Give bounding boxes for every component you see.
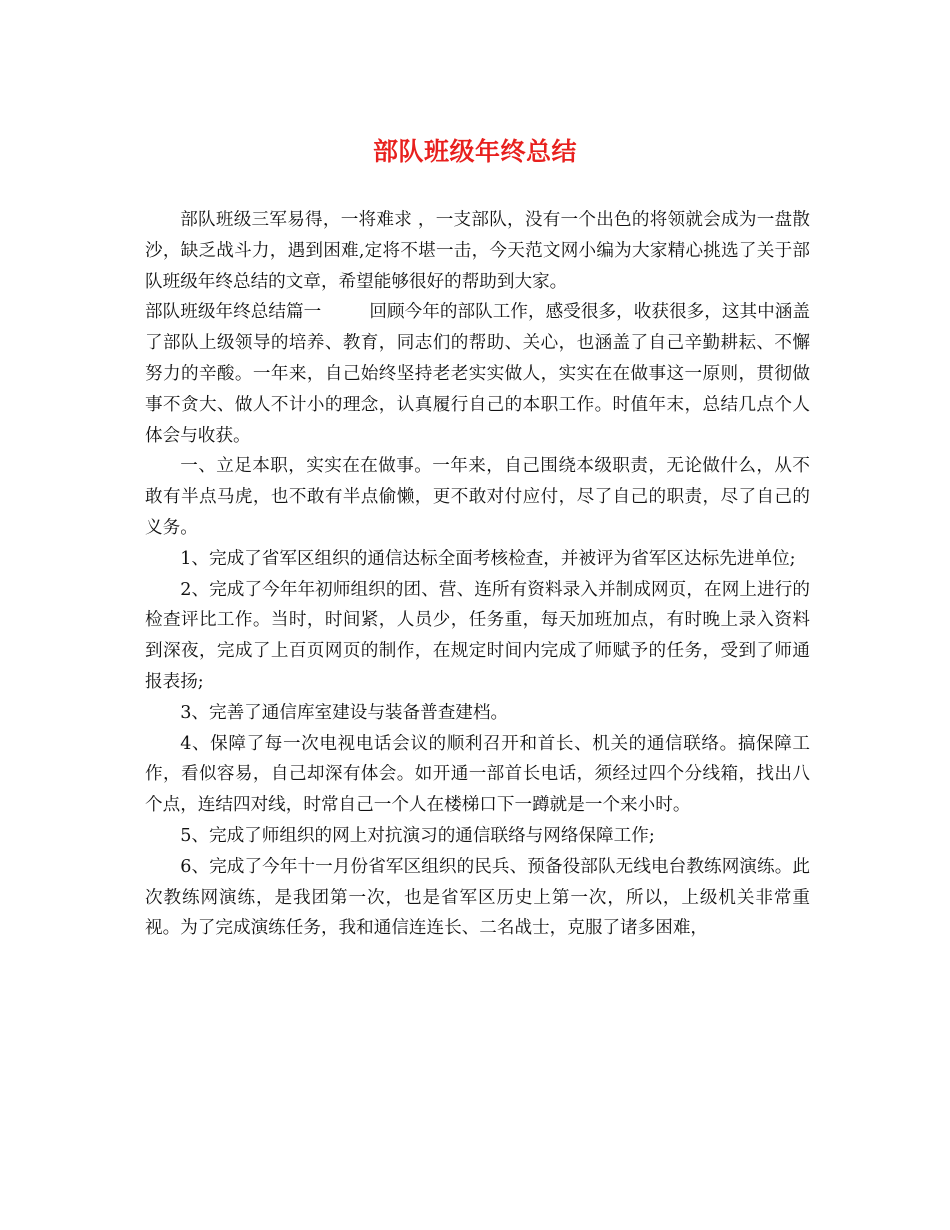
intro-paragraph: 部队班级三军易得，一将难求 ，一支部队，没有一个出色的将领就会成为一盘散沙，缺乏战斗力，遇到困难,定将不堪一击，今天范文网小编为大家精心挑选了关于部队班级年终总结的文章，希望能够很好的帮助到大家。 <box>145 210 810 292</box>
document-title: 部队班级年终总结 <box>372 137 577 166</box>
body-paragraph: 6、完成了今年十一月份省军区组织的民兵、预备役部队无线电台教练网演练。此次教练网演练，是我团第一次，也是省军区历史上第一次，所以，上级机关非常重视。为了完成演练任务，我和通信连连长、二名战士，克服了诸多困难， <box>145 856 810 939</box>
body-paragraph: 一、立足本职，实实在在做事。一年来，自己围绕本级职责，无论做什么，从不敢有半点马虎，也不敢有半点偷懒，更不敢对付应付，尽了自己的职责，尽了自己的义务。 <box>145 456 810 538</box>
document-body <box>145 205 810 944</box>
section-paragraph <box>145 297 810 451</box>
body-paragraph: 2、完成了今年年初师组织的团、营、连所有资料录入并制成网页，在网上进行的检查评比工作。当时，时间紧，人员少，任务重，每天加班加点，有时晚上录入资料到深夜，完成了上百页网页的制作，在规定时间内完成了师赋予的任务，受到了师通报表扬; <box>145 579 810 692</box>
body-paragraph: 5、完成了师组织的网上对抗演习的通信联络与网络保障工作; <box>180 825 655 846</box>
section-heading: 部队班级年终总结篇一 <box>145 302 322 323</box>
body-paragraph: 4、保障了每一次电视电话会议的顺利召开和首长、机关的通信联络。搞保障工作，看似容易，自己却深有体会。如开通一部首长电话，须经过四个分线箱，找出八个点，连结四对线，时常自己一个人在楼梯口下一蹲就是一个来小时。 <box>145 733 810 816</box>
body-paragraph: 3、完善了通信库室建设与装备普查建档。 <box>180 702 509 723</box>
body-paragraph: 1、完成了省军区组织的通信达标全面考核检查，并被评为省军区达标先进单位; <box>180 548 796 569</box>
section-text: 回顾今年的部队工作，感受很多，收获很多，这其中涵盖了部队上级领导的培养、教育，同志们的帮助、关心，也涵盖了自己辛勤耕耘、不懈努力的辛酸。一年来，自己始终坚持老老实实做人，实实在在做事这一原则，贯彻做事不贪大、做人不计小的理念，认真履行自己的本职工作。时值年末，总结几点个人体会与收获。 <box>145 302 810 446</box>
